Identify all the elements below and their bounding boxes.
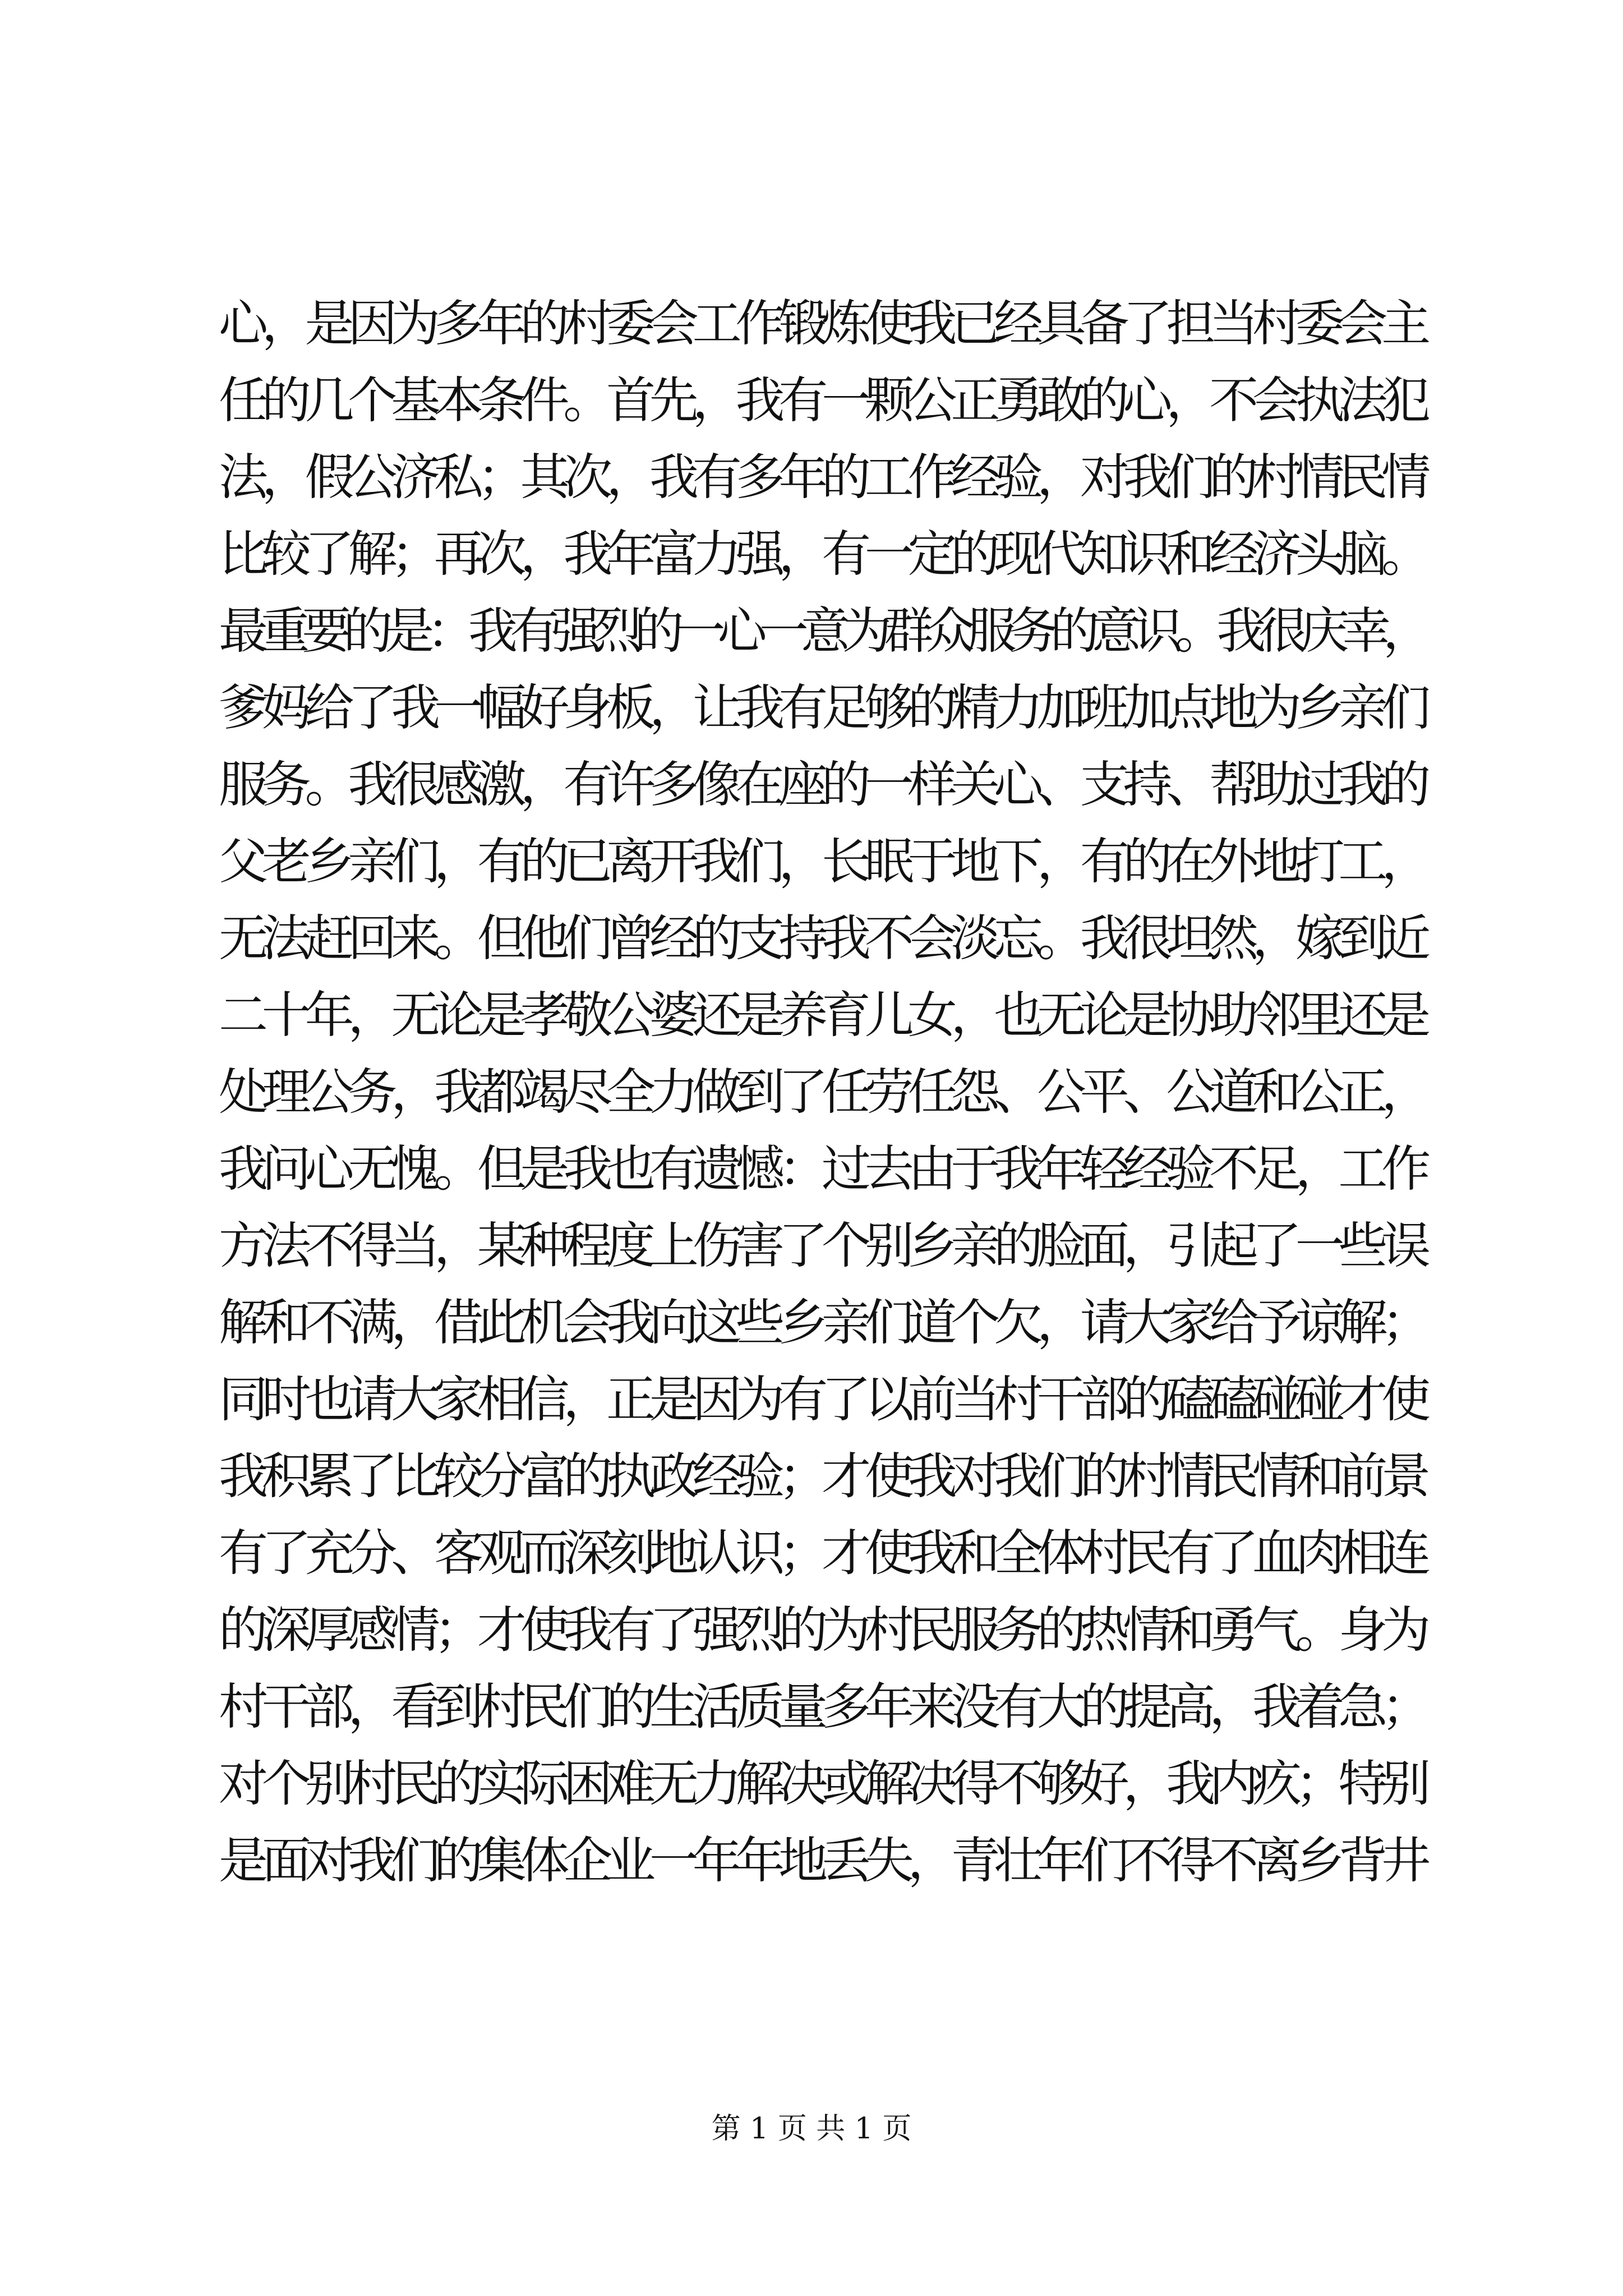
text-line: 最重要的是：我有强烈的一心一意为群众服务的意识。我很庆幸， bbox=[219, 602, 1425, 660]
text-line: 心，是因为多年的村委会工作锻炼使我已经具备了担当村委会主 bbox=[219, 295, 1425, 352]
text-line: 父老乡亲们，有的已离开我们，长眠于地下，有的在外地打工， bbox=[219, 832, 1425, 890]
text-line: 法，假公济私；其次，我有多年的工作经验，对我们的村情民情 bbox=[219, 448, 1425, 506]
text-line: 有了充分、客观而深刻地认识；才使我和全体村民有了血肉相连 bbox=[219, 1524, 1425, 1582]
text-line: 二十年，无论是孝敬公婆还是养育儿女，也无论是协助邻里还是 bbox=[219, 986, 1425, 1044]
text-line: 爹妈给了我一幅好身板，让我有足够的精力加班加点地为乡亲们 bbox=[219, 679, 1425, 737]
page-footer bbox=[0, 2105, 1623, 2147]
text-line: 处理公务，我都竭尽全力做到了任劳任怨、公平、公道和公正， bbox=[219, 1063, 1425, 1121]
text-line: 服务。我很感激，有许多像在座的一样关心、支持、帮助过我的 bbox=[219, 756, 1425, 813]
body-text bbox=[219, 285, 1424, 1899]
text-line: 对个别村民的实际困难无力解决或解决得不够好，我内疚；特别 bbox=[219, 1755, 1425, 1812]
text-line: 村干部，看到村民们的生活质量多年来没有大的提高，我着急； bbox=[219, 1678, 1425, 1736]
text-line: 方法不得当，某种程度上伤害了个别乡亲的脸面，引起了一些误 bbox=[219, 1217, 1425, 1274]
text-line: 无法赶回来。但他们曾经的支持我不会淡忘。我很坦然，嫁到近 bbox=[219, 909, 1425, 967]
text-line: 解和不满，借此机会我向这些乡亲们道个欠，请大家给予谅解； bbox=[219, 1294, 1425, 1351]
text-line: 的深厚感情；才使我有了强烈的为村民服务的热情和勇气。身为 bbox=[219, 1601, 1425, 1659]
text-line: 比较了解；再次，我年富力强，有一定的现代知识和经济头脑。 bbox=[219, 525, 1425, 583]
text-line: 我积累了比较分富的执政经验；才使我对我们的村情民情和前景 bbox=[219, 1447, 1425, 1505]
text-line: 我问心无愧。但是我也有遗憾：过去由于我年轻经验不足，工作 bbox=[219, 1140, 1425, 1198]
text-line: 同时也请大家相信，正是因为有了以前当村干部的磕磕碰碰才使 bbox=[219, 1370, 1425, 1428]
text-line: 任的几个基本条件。首先，我有一颗公正勇敢的心，不会执法犯 bbox=[219, 371, 1425, 429]
text-line: 是面对我们的集体企业一年年地丢失，青壮年们不得不离乡背井 bbox=[219, 1832, 1425, 1889]
page-number: 第 1 页 共 1 页 bbox=[711, 2112, 912, 2146]
